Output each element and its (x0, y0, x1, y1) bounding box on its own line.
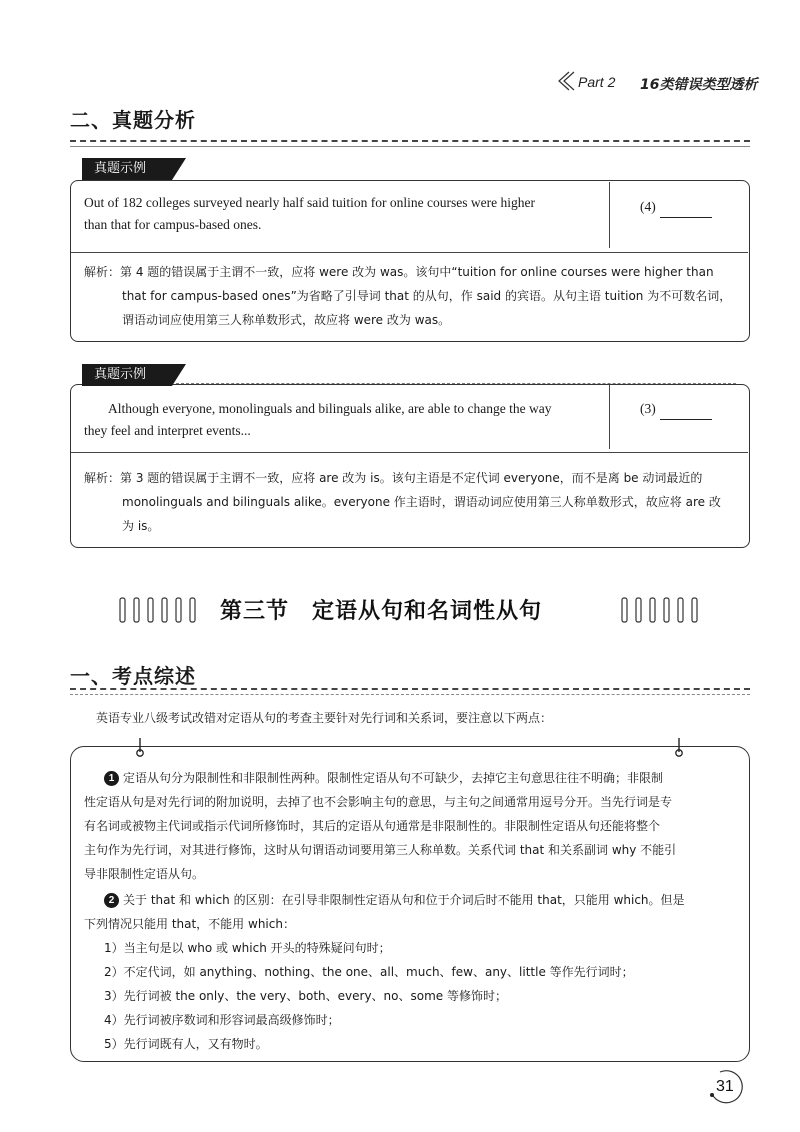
section-divider-thin (70, 146, 750, 147)
point-1-line-3: 有名词或被物主代词或指示代词所修饰时，其后的定语从句通常是非限制性的。非限制性定语从句还能将整个 (84, 819, 661, 833)
example-2-number: (3) (640, 401, 656, 416)
example-1-sentence-line-1: Out of 182 colleges surveyed nearly half said tuition for online courses were higher (84, 195, 535, 210)
point-1-line-2: 性定语从句是对先行词的附加说明，去掉了也不会影响主句的意思，与主句之间通常用逗号分开。当先行词是专 (84, 795, 673, 809)
header-title: 16类错误类型透析 (640, 77, 758, 93)
example-1-sentence-line-2: than that for campus-based ones. (84, 217, 262, 232)
header-part-label: Part 2 (578, 74, 616, 90)
chapter-left-decoration-icon (118, 595, 206, 625)
example-1-analysis-line-3: 谓语动词应使用第三人称单数形式，故应将 were 改为 was。 (122, 313, 451, 327)
example-1-analysis-line-1: 解析：第 4 题的错误属于主谓不一致，应将 were 改为 was。该句中“tuition for online courses were higher than (84, 265, 714, 279)
point-2-number: 2 (104, 893, 119, 908)
example-2-row-divider (71, 452, 748, 453)
example-1-number: (4) (640, 199, 656, 214)
point-2-item-3: 3）先行词被 the only、the very、both、every、no、some 等修饰时； (104, 989, 507, 1003)
chapter-title: 第三节 定语从句和名词性从句 (220, 599, 543, 624)
page-number: 31 (716, 1078, 734, 1095)
point-2-item-5: 5）先行词既有人，又有物时。 (104, 1037, 268, 1051)
example-1-column-divider (609, 182, 610, 248)
example-1-row-divider (71, 252, 748, 253)
example-2-analysis-line-2: monolinguals and bilinguals alike。everyone 作主语时，谓语动词应使用第三人称单数形式，故应将 are 改 (122, 495, 721, 509)
point-1-line-5: 导非限制性定语从句。 (84, 867, 205, 881)
example-tag-2: 真题示例 (82, 364, 172, 386)
example-2-answer-blank[interactable] (660, 405, 712, 420)
overview-intro: 英语专业八级考试改错对定语从句的考查主要针对先行词和关系词，要注意以下两点： (96, 711, 553, 725)
pin-icon (133, 738, 147, 758)
example-1-answer (640, 196, 712, 218)
section-title-overview: 一、考点综述 (70, 664, 196, 688)
point-2-item-4: 4）先行词被序数词和形容词最高级修饰时； (104, 1013, 340, 1027)
example-1-answer-blank[interactable] (660, 203, 712, 218)
pin-icon (672, 738, 686, 758)
example-2-top-dash (176, 383, 736, 384)
point-2-line-2: 下列情况只能用 that，不能用 which： (84, 917, 295, 931)
chapter-right-decoration-icon (620, 595, 700, 625)
point-1-line-4: 主句作为先行词，对其进行修饰，这时从句谓语动词要用第三人称单数。关系代词 that 和关系副词 why 不能引 (84, 843, 677, 857)
section-title-analysis: 二、真题分析 (70, 108, 196, 132)
point-2-item-1: 1）当主句是以 who 或 which 开头的特殊疑问句时； (104, 941, 391, 955)
point-1-number: 1 (104, 771, 119, 786)
point-1-line-1: 1 定语从句分为限制性和非限制性两种。限制性定语从句不可缺少，去掉它主句意思往往不明确；非限制 (104, 766, 744, 790)
section-divider-2-thin (70, 694, 750, 695)
section-divider-2 (70, 688, 750, 690)
point-2-item-2: 2）不定代词，如 anything、nothing、the one、all、much、few、any、little 等作先行词时； (104, 965, 634, 979)
example-2-answer (640, 398, 712, 420)
header-bracket-icon (555, 70, 575, 92)
example-2-analysis-line-1: 解析：第 3 题的错误属于主谓不一致，应将 are 改为 is。该句主语是不定代词 everyone，而不是离 be 动词最近的 (84, 471, 703, 485)
example-1-analysis-line-2: that for campus-based ones”为省略了引导词 that 的从句，作 said 的宾语。从句主语 tuition 为不可数名词， (122, 289, 732, 303)
point-2-line-1: 2 关于 that 和 which 的区别：在引导非限制性定语从句和位于介词后时不能用 that，只能用 which。但是 (104, 888, 744, 912)
section-divider (70, 140, 750, 142)
example-2-sentence-line-2: they feel and interpret events... (84, 423, 251, 438)
example-2-analysis-line-3: 为 is。 (122, 519, 160, 533)
example-2-column-divider (609, 385, 610, 449)
example-tag-1: 真题示例 (82, 158, 172, 180)
example-2-sentence-line-1: Although everyone, monolinguals and bilinguals alike, are able to change the way (108, 401, 552, 416)
